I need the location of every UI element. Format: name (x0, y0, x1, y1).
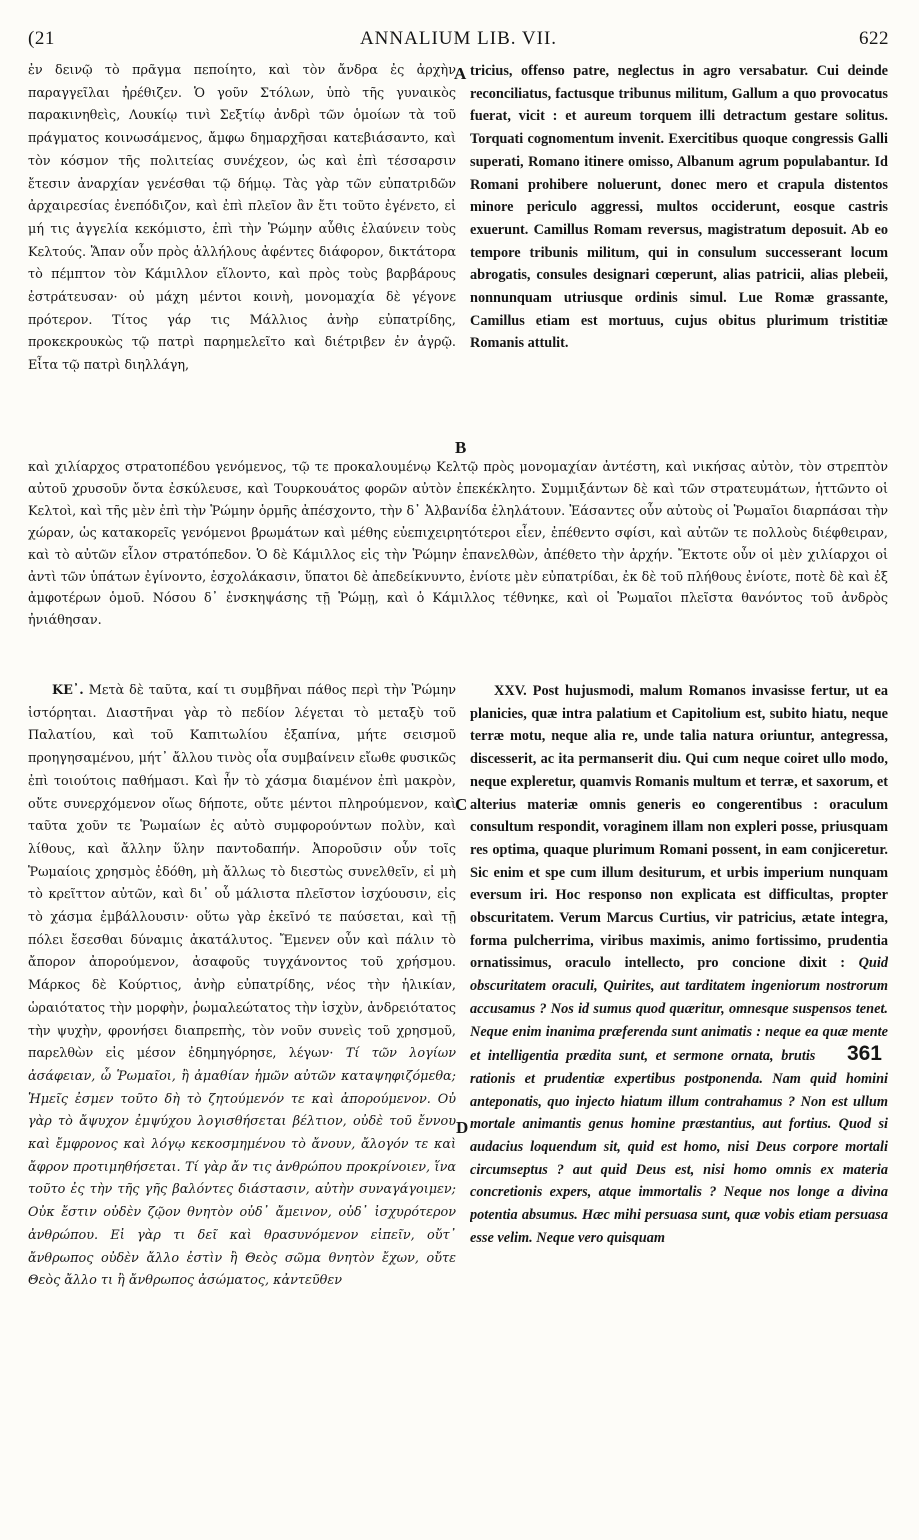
greek-paragraph-top: ἐν δεινῷ τὸ πρᾶγμα πεποίητο, καὶ τὸν ἄνδρα ἐς ἀρχὴν παραγγεῖλαι ἠρέθιζεν. Ὁ γοῦν Στόλων, ὑπὸ τῆς γυναικὸς παρακινηθεὶς, Λουκίῳ τινὶ Σεξτίῳ ἀνδρὶ τῶν ὁμοίων τὰ τοῦ πράγματος κοινωσάμενος, ἄμφω δημαρχῆσαι κατεβιάσαντο, καὶ τὸν κόσμον τῆς πολιτείας συνέχεον, ὡς καὶ ἐπὶ τέσσαρσιν ἔτεσιν ἀναρχίαν γενέσθαι τῷ δήμῳ. Τὰς γὰρ τῶν εὐπατριδῶν ἀρχαιρεσίας ἐνεπόδιζον, καὶ ἐπὶ πλεῖον ἂν ἔτι τοῦτο ἐγένετο, εἰ μή τις ἀγγελία κεκόμιστο, ἐπὶ τὴν Ῥώμην αὖθις ἐλαύνειν τοὺς Κελτούς. Ἅπαν οὖν πρὸς ἀλλήλους ἀφέντες διάφορον, δικτάτορα τὸ πέμπτον τὸν Κάμιλλον εἵλοντο, καὶ πρὸς τοὺς βαρβάρους ἐστράτευσαν· οὐ μάχη μέντοι κοινὴ, μονομαχία δὲ γέγονε πρότερον. Τίτος γάρ τις Μάλλιος ἀνὴρ εὐπατρίδης, προκεκρουκὼς τῷ πατρὶ παρημελεῖτο καὶ διέτριβεν ἐν ἀγρῷ. Εἶτα τῷ πατρὶ διηλλάγη, (28, 63, 456, 374)
greek-section-25 (28, 680, 456, 1293)
running-title: ANNALIUM LIB. VII. (359, 28, 558, 49)
page-number-right: 622 (859, 28, 889, 49)
margin-number: 361 (846, 1042, 882, 1066)
greek-speech-text: Τί τῶν λογίων ἀσάφειαν, ὦ Ῥωμαῖοι, ἢ ἀμαθίαν ἡμῶν αὐτῶν καταψηφιζόμεθα; Ἡμεῖς ἐσμεν τοῦτο δὴ τὸ ζητούμενόν τε καὶ ἀπορούμενον. Οὐ γὰρ τὸ ἄψυχον ἐμψύχου λογισθήσεται βέλτιον, οὐδὲ τοῦ ἔννου καὶ ἔμφρονος καὶ λόγῳ κεκοσμημένου τὸ ἄνουν, ἄλογόν τε καὶ ἄφρον προτιμηθήσεται. Τί γὰρ ἄν τις ἀνθρώπου προκρίνοιεν, ἵνα τοῦτο ἐς τὴν τῆς γῆς βαλόντες διάστασιν, αὐτὴν συναγάγοιμεν; Οὐκ ἔστιν οὐδὲν ζῷον θνητὸν οὐδ᾽ ἄμεινον, οὐδ᾽ ἰσχυρότερον ἀνθρώπου. Εἰ γὰρ τι δεῖ καὶ θρασυνόμενον εἰπεῖν, οὔτ᾽ ἄνθρωπος οὐδὲν ἄλλο ἐστὶν ἢ Θεὸς σῶμα θνητὸν ἔχων, οὔτε Θεὸς ἄλλο τι ἢ ἄνθρωπος ἀσώματος, κἀντεῦθεν (28, 1046, 456, 1289)
latin-section-25 (470, 680, 888, 1250)
marker-c: C (455, 795, 468, 814)
latin-column-bottom (470, 680, 888, 1526)
greek-paragraph-mid: καὶ χιλίαρχος στρατοπέδου γενόμενος, τῷ τε προκαλουμένῳ Κελτῷ πρὸς μονομαχίαν ἀντέστη, καὶ νικήσας αὐτὸν, τὸν στρεπτὸν αὐτοῦ χρυσοῦν ὄντα ἐσκύλευσε, καὶ Τουρκουάτος φορῶν αὐτὸν ἐπεκέκλητο. Συμμιξάντων δὲ καὶ τῶν στρατευμάτων, ἡττῶντο οἱ Κελτοὶ, καὶ τῆς μὲν ἐπὶ τὴν Ῥώμην ὁρμῆς ἀπέσχοντο, τὴν δ᾽ Ἀλβανίδα ἐληλάτουν. Ἐάσαντες οὖν αὐτοὺς οἱ Ῥωμαῖοι διαρπάσαι τὴν χώραν, ὡς κατακορεῖς γενόμενοι βρωμάτων καὶ μέθης εὐεπιχειρητότεροι εἶεν, ἐπέθεντο σφίσι, καὶ αὐτῶν τε πολλοὺς διέφθειραν, καὶ τὸ αὐτῶν εἷλον στρατόπεδον. Ὁ δὲ Κάμιλλος εἰς τὴν Ῥώμην ἐπανελθὼν, ἀπέθετο τὴν ἀρχήν. Ἔκτοτε οὖν οἱ μὲν χιλίαρχοι οἱ ἀντὶ τῶν ὑπάτων ἐγίνοντο, ἐσχολάκασιν, ὕπατοι δὲ ἀπεδείκνυντο, ἐνίοτε μὲν εὐπατρίδαι, ἐκ δὲ τοῦ πλήθους ἐνίοτε, ποτὲ δὲ καὶ ἐξ ἀμφοτέρων ὁμοῦ. Νόσου δ᾽ ἐνσκηψάσης τῇ Ῥώμῃ, καὶ ὁ Κάμιλλος τέθνηκε, καὶ οἱ Ῥωμαῖοι πλεῖστα θανόντος τοῦ ἀνδρὸς ἠνιάθησαν. (28, 460, 888, 629)
latin-column-top (470, 60, 888, 456)
greek-section-label: ΚΕ᾽. (52, 683, 84, 698)
page-header (28, 28, 889, 58)
greek-full-width (28, 457, 888, 675)
greek-column-top (28, 60, 456, 456)
latin-speech-text-2: rationis et prudentiæ expertibus postponenda. Nam quid homini anteponatis, quo injecto hiatum illum contrahamus ? Non est ullum mortale animantis genus homine præstantius, aut fortius. Quod si audacius loquendum sit, quid est homo, nisi Deus corpore mortali circumseptus ? aut quid Deus est, nisi homo omnis ex materia concretionis expers, atque immortalis ? Neque nos longe a divina potentia absumus. Hæc mihi persuasa sunt, quæ vobis etiam persuasa esse velim. Neque vero quisquam (470, 1070, 888, 1246)
page-number-left: (21 (28, 28, 55, 49)
marker-b: B (455, 438, 467, 457)
latin-paragraph-top: tricius, offenso patre, neglectus in agro versabatur. Cui deinde reconciliatus, factusque tribunus militum, Gallum a quo provocatus fuerat, vicit : et aureum torquem illi detractum gestare solitus. Torquati cognomentum invenit. Exercitibus quoque congressis Galli superati, Romano itinere omisso, Albanum agrum populabantur. Id Romani prohibere noluerunt, donec mero et crapula distentos minore periculo aggressi, multos occiderunt, eosque castris exuerunt. Camillus Romam reversus, magistratum deposuit. Ab eo tempore tribunis militum, qui in consulum successerant locum abrogatis, consules designari cœperunt, alias patricii, alias plebeii, nonnunquam utriusque ordinis simul. Lue Romæ grassante, Camillus etiam est mortuus, cujus obitus plurimum tristitiæ Romanis attulit. (470, 63, 888, 352)
latin-section-label: XXV. (494, 683, 527, 699)
marker-a: A (454, 64, 467, 83)
greek-column-bottom (28, 680, 456, 1526)
latin-speech-text-1: Quid obscuritatem oraculi, Quirites, aut tarditatem ingeniorum nostrorum accusamus ? Nos id sumus quod quæritur, omnesque suspensos tenet. Neque enim inanima præferenda sunt animatis : neque ea quæ mente et intelligentia prædita sunt, et sermone ornata, brutis (470, 955, 888, 1065)
greek-section-text: Μετὰ δὲ ταῦτα, καί τι συμβῆναι πάθος περὶ τὴν Ῥώμην ἱστόρηται. Διαστῆναι γὰρ τὸ πεδίον λέγεται τὸ μεταξὺ τοῦ Παλατίου, καὶ τοῦ Καπιτωλίου ἐξαπίνα, μήτε σεισμοῦ προηγησαμένου, μήτ᾽ ἄλλου τινὸς οἷα συμβαίνειν εἴωθε φυσικῶς ἐπὶ τοιούτοις παθήμασι. Καὶ ἦν τὸ χάσμα διαμένον ἐπὶ μακρὸν, οὔτε συνερχόμενον οἵως δήποτε, οὔτε μέντοι πληρούμενον, καὶ ταῦτα χοῦν τε Ῥωμαίων ἐς αὐτὸ συμφορούντων πολὺν, καὶ λίθους, καὶ ἄλλην ὕλην παντοδαπήν. Ἀποροῦσιν οὖν τοῖς Ῥωμαίοις χρησμὸς ἐδόθη, μὴ ἄλλως τὸ διεστὼς συνελθεῖν, εἰ μὴ τὸ κρεῖττον αὐτῶν, καὶ δι᾽ οὗ μάλιστα πλεῖστον ἰσχύουσιν, εἰς τὸ χάσμα ἐμβάλλουσιν· οὕτω γὰρ ἐκεῖνό τε παύσεται, καὶ τῇ πόλει ἔσεσθαι δύναμις ἀκατάλυτος. Ἔμενεν οὖν καὶ πάλιν τὸ ἄπορον ἀπορούμενον, ἀσαφοῦς τυγχάνοντος τοῦ χρήσμου. Μάρκος δὲ Κούρτιος, ἀνὴρ εὐπατρίδης, νέος τὴν ἡλικίαν, ὡραιότατος τὴν μορφὴν, ῥωμαλεώτατος τὴν ἰσχὺν, ἀνδρειότατος τὴν ψυχὴν, φρονήσει διαπρεπὴς, τὸν νοῦν συνεὶς τοῦ χρησμοῦ, παρελθὼν εἰς μέσον ἐδημηγόρησε, λέγων· (28, 683, 456, 1062)
marker-d: D (456, 1118, 469, 1137)
latin-section-text: Post hujusmodi, malum Romanos invasisse fertur, ut ea planicies, quæ intra palatium et Capitolium est, subito hiatu, neque terræ motu, neque alia re, unde talia natura oriuntur, antegressa, discesserit, ac ita permanserit diu. Qui cum neque coiret ullo modo, neque expleretur, quamvis Romanis multum et terræ, et saxorum, et alterius materiæ omnis generis eo congerentibus : oraculum consultum respondit, voraginem illam non expleri posse, priusquam res optima, quaque plurimum Romani possent, in eam conjiceretur. Sic enim et spe cum illum desiturum, et urbis imperium nunquam eversum iri. Hoc responso non explicata est difficultas, propter obscuritatem. Verum Marcus Curtius, vir patricius, ætate integra, forma pulcherrima, viribus maximis, animo fortissimo, prudentia ornatissimus, oraculo intellecto, pro concione dixit : (470, 683, 888, 972)
